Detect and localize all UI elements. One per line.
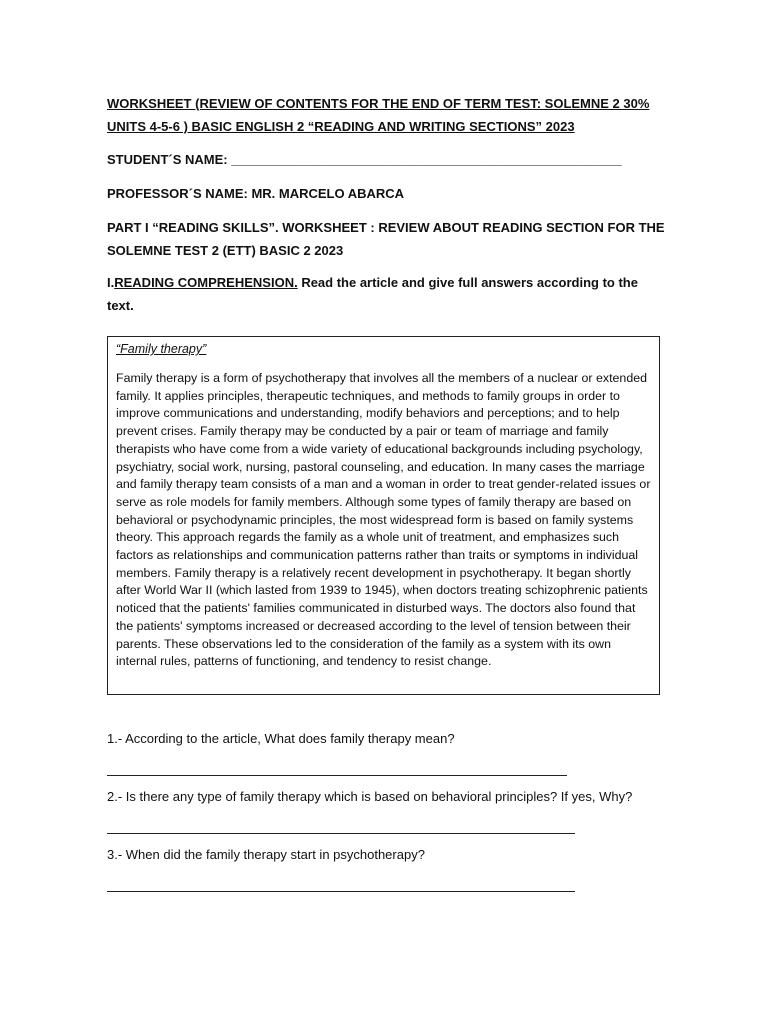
student-name-field: STUDENT´S NAME: ______________________________________________________ bbox=[107, 152, 622, 167]
section-label: READING COMPREHENSION. bbox=[114, 275, 298, 290]
section-instruction: Read the article and give full answers according to the text. bbox=[107, 275, 638, 313]
answer-line-1 bbox=[107, 775, 567, 776]
answer-line-3 bbox=[107, 891, 575, 892]
professor-name: PROFESSOR´S NAME: MR. MARCELO ABARCA bbox=[107, 186, 405, 201]
question-2: 2.- Is there any type of family therapy which is based on behavioral principles? If yes, Why? bbox=[107, 789, 633, 804]
question-3: 3.- When did the family therapy start in psychotherapy? bbox=[107, 847, 425, 862]
question-1: 1.- According to the article, What does family therapy mean? bbox=[107, 731, 455, 746]
answer-line-2 bbox=[107, 833, 575, 834]
worksheet-title: WORKSHEET (REVIEW OF CONTENTS FOR THE END OF TERM TEST: SOLEMNE 2 30% UNITS 4-5-6 ) BASIC ENGLISH 2 “READING AND WRITING SECTIONS” 2023 bbox=[107, 96, 650, 134]
section-prefix: I. bbox=[107, 275, 115, 290]
article-box bbox=[107, 336, 660, 695]
article-body: Family therapy is a form of psychotherapy that involves all the members of a nuclear or extended family. It applies principles, therapeutic techniques, and methods to family groups in order to improve communications and understanding, modify behaviors and perceptions; and to help prevent crises. Family therapy may be conducted by a pair or team of marriage and family therapists who have come from a wide variety of educational backgrounds including psychology, psychiatry, social work, nursing, pastoral counseling, and education. In many cases the marriage and family therapy team consists of a man and a woman in order to treat gender-related issues or serve as role models for family members. Although some types of family therapy are based on behavioral or psychodynamic principles, the most widespread form is based on family systems theory. This approach regards the family as a whole unit of treatment, and emphasizes such factors as relationships and communication patterns rather than traits or symptoms in individual members. Family therapy is a relatively recent development in psychotherapy. It began shortly after World War II (which lasted from 1939 to 1945), when doctors treating schizophrenic patients noticed that the patients' families communicated in disturbed ways. The doctors also found that the patients' symptoms increased or decreased according to the level of tension between their parents. These observations led to the consideration of the family as a system with its own internal rules, patterns of functioning, and tendency to resist change. bbox=[116, 371, 651, 669]
article-title: “Family therapy” bbox=[116, 342, 207, 356]
section-heading bbox=[107, 271, 667, 317]
part-heading: PART I “READING SKILLS”. WORKSHEET : REVIEW ABOUT READING SECTION FOR THE SOLEMNE TEST 2 (ETT) BASIC 2 2023 bbox=[107, 220, 665, 258]
